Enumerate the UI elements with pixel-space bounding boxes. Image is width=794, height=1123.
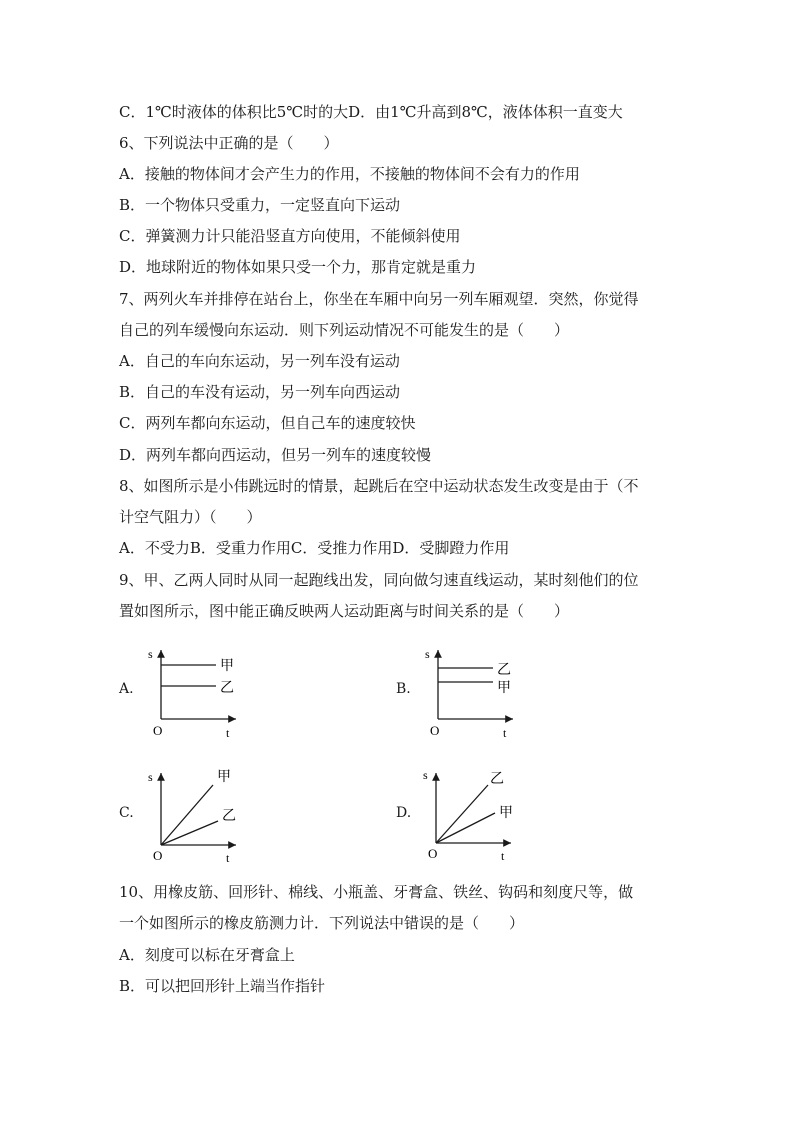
upper-line-label: 甲: [217, 770, 231, 785]
q8-stem-line1: 8、如图所示是小伟跳远时的情景，起跳后在空中运动状态发生改变是由于（不: [119, 477, 639, 495]
graph-d-label: D.: [396, 805, 412, 821]
origin-label: O: [153, 848, 163, 863]
q7-option-c: C．两列车都向东运动，但自己车的速度较快: [119, 414, 416, 432]
upper-line: [436, 785, 488, 843]
upper-line-label: 甲: [220, 659, 234, 674]
x-axis-label: t: [226, 726, 230, 740]
lower-line-label: 甲: [497, 681, 511, 696]
q7-stem-line1: 7、两列火车并排停在站台上，你坐在车厢中向另一列车厢观望．突然，你觉得: [119, 290, 639, 308]
q7-option-a: A．自己的车向东运动，另一列车没有运动: [119, 352, 400, 370]
q9-stem-line2: 置如图所示，图中能正确反映两人运动距离与时间关系的是（ ）: [119, 602, 570, 620]
graph-c: [140, 763, 250, 865]
q10-stem-line1: 10、用橡皮筋、回形针、棉线、小瓶盖、牙膏盒、铁丝、钩码和刻度尺等，做: [119, 883, 634, 901]
x-axis-label: t: [503, 726, 507, 740]
graph-a: [140, 640, 250, 740]
q10-option-a: A．刻度可以标在牙膏盒上: [119, 946, 295, 964]
lower-line-label: 乙: [222, 809, 236, 824]
origin-label: O: [430, 723, 440, 738]
q7-option-d: D．两列车都向西运动，但另一列车的速度较慢: [119, 446, 432, 464]
x-axis-label: t: [501, 849, 505, 863]
lower-line: [436, 813, 495, 843]
q6-option-c: C．弹簧测力计只能沿竖直方向使用，不能倾斜使用: [119, 227, 461, 245]
q10-option-b: B．可以把回形针上端当作指针: [119, 977, 326, 995]
lower-line-label: 甲: [499, 806, 513, 821]
q9-stem-line1: 9、甲、乙两人同时从同一起跑线出发，同向做匀速直线运动，某时刻他们的位: [119, 571, 639, 589]
y-axis-label: s: [425, 647, 430, 661]
y-axis-label: s: [423, 768, 428, 782]
origin-label: O: [428, 846, 438, 861]
x-axis-label: t: [226, 851, 230, 865]
q7-option-b: B．自己的车没有运动，另一列车向西运动: [119, 383, 401, 401]
q6-option-a: A．接触的物体间才会产生力的作用，不接触的物体间不会有力的作用: [119, 165, 580, 183]
y-axis-label: s: [148, 647, 153, 661]
q5-option-c-d: C．1℃时液体的体积比5℃时的大D．由1℃升高到8℃，液体体积一直变大: [119, 103, 623, 121]
graph-b-label: B.: [396, 681, 411, 697]
q8-stem-line2: 计空气阻力）（ ）: [119, 508, 262, 526]
q6-option-d: D．地球附近的物体如果只受一个力，那肯定就是重力: [119, 258, 477, 276]
origin-label: O: [153, 723, 163, 738]
upper-line-label: 乙: [497, 663, 511, 678]
graph-b: [417, 640, 527, 740]
graph-a-label: A.: [119, 681, 134, 697]
q7-stem-line2: 自己的列车缓慢向东运动．则下列运动情况不可能发生的是（ ）: [119, 321, 570, 339]
q10-stem-line2: 一个如图所示的橡皮筋测力计．下列说法中错误的是（ ）: [119, 914, 525, 932]
q6-option-b: B．一个物体只受重力，一定竖直向下运动: [119, 196, 401, 214]
lower-line-label: 乙: [220, 681, 234, 696]
upper-line-label: 乙: [490, 772, 504, 787]
graph-d: [417, 763, 527, 865]
q8-options: A．不受力B．受重力作用C．受推力作用D．受脚蹬力作用: [119, 539, 510, 557]
y-axis-label: s: [148, 770, 153, 784]
q6-stem: 6、下列说法中正确的是（ ）: [119, 134, 339, 152]
upper-line: [161, 785, 213, 845]
graph-c-label: C.: [119, 805, 134, 821]
lower-line: [161, 821, 218, 845]
